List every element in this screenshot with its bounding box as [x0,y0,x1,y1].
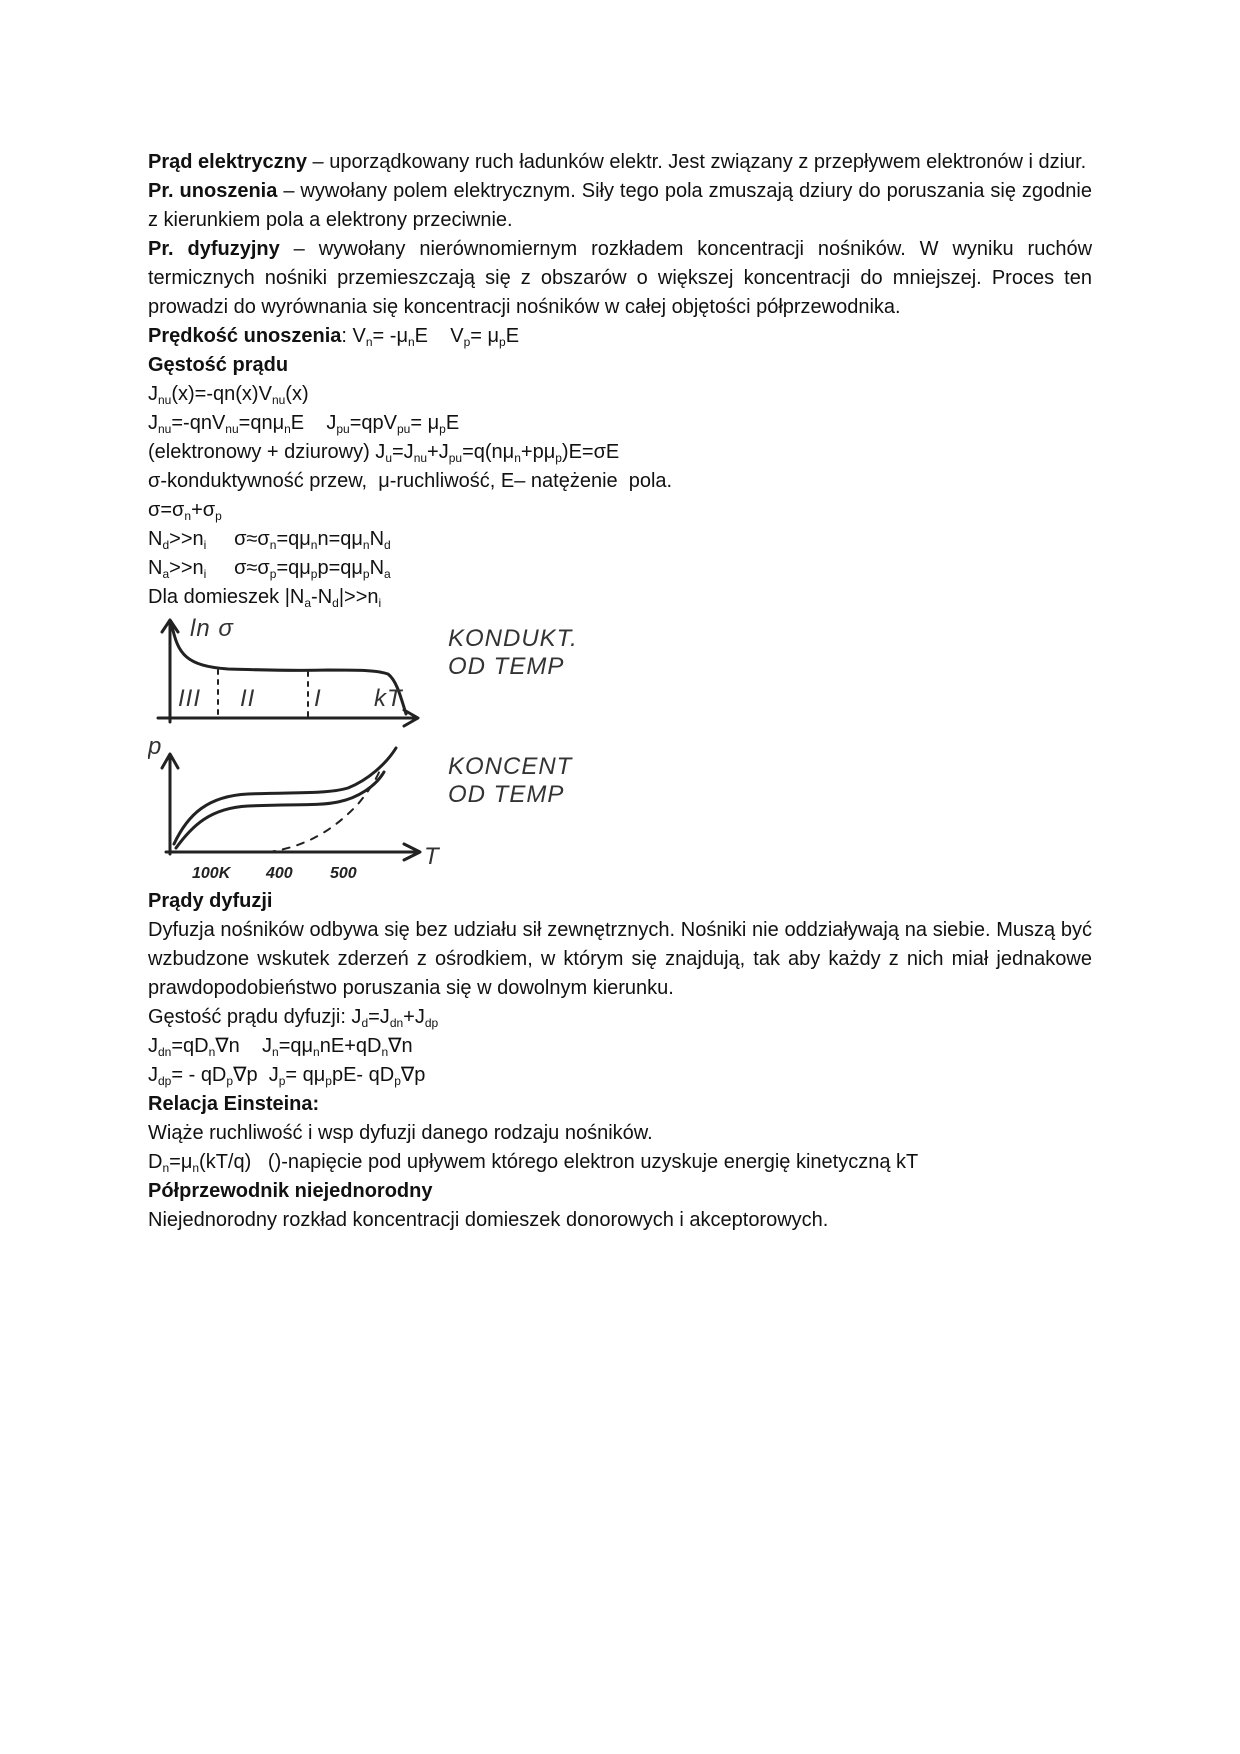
region-divider [218,670,308,718]
subscript: pu [336,422,350,436]
document-page [148,148,1092,1235]
heading-polprzewodnik-niejednorodny: Półprzewodnik niejednorodny [148,1180,433,1202]
formula-text: E [445,412,460,434]
note-line: OD TEMP [448,781,565,808]
x-tick-label: 500 [330,865,357,882]
subscript: n [192,1161,200,1175]
formula-predkosc-unoszenia [148,322,1092,351]
formula-text: )E=σE [561,441,620,463]
formula-text: N [369,528,385,550]
formula-text: = qμ [285,1064,326,1086]
subscript: n [162,1161,170,1175]
subscript: i [203,567,207,581]
subscript: a [304,596,312,610]
subscript: p [310,567,318,581]
formula-text: N [148,557,163,579]
region-label: I [314,685,322,712]
formula-text: >>n [169,557,204,579]
subscript: p [394,1074,401,1088]
formula-text: E [505,325,520,347]
subscript: nu [158,393,172,407]
region-label: II [240,685,256,712]
subscript: nu [225,422,239,436]
formula-text: p=qμ [317,557,363,579]
region-label: III [178,685,202,712]
formula-text: =qpV [349,412,397,434]
heading-relacja-einsteina: Relacja Einsteina: [148,1093,320,1115]
formula-text: =qnμ [238,412,285,434]
term: Prędkość unoszenia [148,325,342,347]
formula-line [148,438,1092,467]
subscript: dp [424,1016,439,1030]
formula-text: nE+qD [319,1035,382,1057]
term: Pr. unoszenia [148,180,278,202]
subscript: i [203,538,207,552]
formula-text: =q(nμ [462,441,515,463]
formula-text: ∇n J [215,1035,273,1057]
note-line: OD TEMP [448,653,565,680]
formula-text: = μ [470,325,500,347]
formula-text: +J [403,1006,425,1028]
subscript: p [278,1074,286,1088]
subscript: u [385,451,392,465]
formula-text: (elektronowy + dziurowy) J [148,441,386,463]
subscript: n [514,451,521,465]
formula-text: (kT/q) ()-napięcie pod upływem którego elektron uzyskuje energię kinetyczną kT [199,1151,919,1173]
formula-text: Dla domieszek |N [148,586,305,608]
subscript: n [184,509,192,523]
subscript: n [272,1045,279,1059]
formula-text: +J [427,441,449,463]
note-line: KONDUKT. [448,625,578,652]
formula-text: -N [311,586,333,608]
formula-text: =qD [171,1035,209,1057]
formula-text: J [148,383,158,405]
formula-text: J [148,412,158,434]
formula-line [148,409,1092,438]
subscript: nu [413,451,428,465]
subscript: n [208,1045,216,1059]
formula-text: Gęstość prądu dyfuzji: J [148,1006,362,1028]
formula-text: +pμ [520,441,556,463]
y-axis-label: ln σ [190,615,234,642]
formula-line [148,1003,1092,1032]
paragraph-dyfuzja: Dyfuzja nośników odbywa się bez udziału sił zewnętrznych. Nośniki nie oddziaływają na siebie. Muszą być wzbudzone wskutek zderzeń z ośrodkiem, w którym się znajdują, tak aby każdy z nich miał jednakowe prawdopodobieństwo poruszania się w dowolnym kierunku. [148,919,1092,999]
term: Pr. dyfuzyjny [148,238,280,260]
subscript: n [310,538,318,552]
formula-text: E V [414,325,464,347]
subscript: n [269,538,277,552]
concentration-curve-upper [174,748,396,844]
formula-text: =-qnV [171,412,226,434]
formula-text: >>n [169,528,204,550]
formula-text: ∇p [400,1064,426,1086]
subscript: p [463,335,471,349]
subscript: pu [448,451,463,465]
subscript: p [555,451,562,465]
x-axis-arrow [158,710,418,726]
formula-text: = -μ [372,325,408,347]
intrinsic-curve [268,770,380,852]
x-tick-label: 100K [192,865,231,882]
subscript: nu [271,393,286,407]
concentration-note [448,748,618,818]
conductivity-note [448,620,618,690]
subscript: a [384,567,391,581]
subscript: p [269,567,277,581]
subscript: n [284,422,291,436]
subscript: d [384,538,391,552]
x-tick-label: 400 [266,865,293,882]
subscript: p [499,335,506,349]
paragraph-prad-unoszenia [148,177,1092,235]
subscript: p [226,1074,234,1088]
formula-text: =μ [169,1151,193,1173]
paragraph-einstein: Wiąże ruchliwość i wsp dyfuzji danego rodzaju nośników. [148,1122,653,1144]
subscript: i [378,596,382,610]
formula-text: =qμ [278,1035,314,1057]
formula-line [148,1148,1092,1177]
subscript: nu [158,422,172,436]
subscript: n [381,1045,389,1059]
subscript: p [325,1074,332,1088]
term: Prąd elektryczny [148,151,307,173]
subscript: d [361,1016,369,1030]
subscript: dp [158,1074,172,1088]
subscript: n [313,1045,320,1059]
subscript: p [215,509,222,523]
x-axis-label: kT [374,685,403,712]
subscript: d [332,596,339,610]
formula-line [148,554,1092,583]
formula-line [148,583,1092,612]
formula-text: =J [368,1006,390,1028]
subscript: n [365,335,373,349]
subscript: n [362,538,370,552]
note-line: KONCENT [448,753,573,780]
subscript: d [162,538,170,552]
formula-text: N [369,557,385,579]
formula-line [148,1032,1092,1061]
definition: – uporządkowany ruch ładunków elektr. Jest związany z przepływem elektronów i dziur. [306,151,1087,173]
formula-text: (x) [285,383,309,405]
x-axis-label: T [424,843,440,870]
formula-text: n=qμ [317,528,363,550]
formula-text: D [148,1151,163,1173]
definition: – wywołany nierównomiernym rozkładem koncentracji nośników. W wyniku ruchów termicznych nośniki przemieszczają się z obszarów o większej koncentracji do mniejszej. Proces ten prowadzi do wyrównania się koncentracji nośników w całej objętości półprzewodnika. [148,238,1093,318]
formula-text: = μ [410,412,440,434]
paragraph-prad-elektryczny [148,148,1092,177]
formula-text: +σ [191,499,216,521]
formula-text: ∇n [388,1035,413,1057]
subscript: dn [389,1016,404,1030]
subscript: n [407,335,415,349]
formula-text: (x)=-qn(x)V [171,383,272,405]
formula-line [148,496,1092,525]
subscript: p [439,422,446,436]
subscript: a [162,567,170,581]
formula-text: J [148,1035,158,1057]
subscript: dn [158,1045,172,1059]
formula-line [148,380,1092,409]
formula-text: : V [341,325,366,347]
formula-text: ∇p J [233,1064,279,1086]
heading-gestosc-pradu: Gęstość prądu [148,354,289,376]
formula-text: E J [290,412,337,434]
definition-symbols: σ-konduktywność przew, μ-ruchliwość, E– natężenie pola. [148,470,673,492]
formula-text: pE- qD [331,1064,395,1086]
subscript: pu [397,422,411,436]
heading-prady-dyfuzji: Prądy dyfuzji [148,890,273,912]
formula-text: σ=σ [148,499,185,521]
hand-drawn-figures [148,614,1092,887]
formula-text: σ≈σ [206,557,270,579]
formula-text: =J [392,441,414,463]
formula-line [148,525,1092,554]
subscript: p [362,567,370,581]
paragraph-niejednorodny: Niejednorodny rozkład koncentracji domieszek donorowych i akceptorowych. [148,1209,829,1231]
formula-text: J [148,1064,158,1086]
paragraph-prad-dyfuzyjny [148,235,1092,322]
formula-line [148,1061,1092,1090]
formula-text: |>>n [338,586,379,608]
formula-text: N [148,528,163,550]
formula-text: =qμ [276,557,311,579]
definition: – wywołany polem elektrycznym. Siły tego pola zmuszają dziury do poruszania się zgodnie z kierunkiem pola a elektrony przeciwnie. [148,180,1092,231]
y-axis-label: p [148,734,163,760]
x-axis-arrow [166,844,420,860]
formula-text: =qμ [276,528,311,550]
formula-text: = - qD [171,1064,227,1086]
formula-text: σ≈σ [206,528,270,550]
